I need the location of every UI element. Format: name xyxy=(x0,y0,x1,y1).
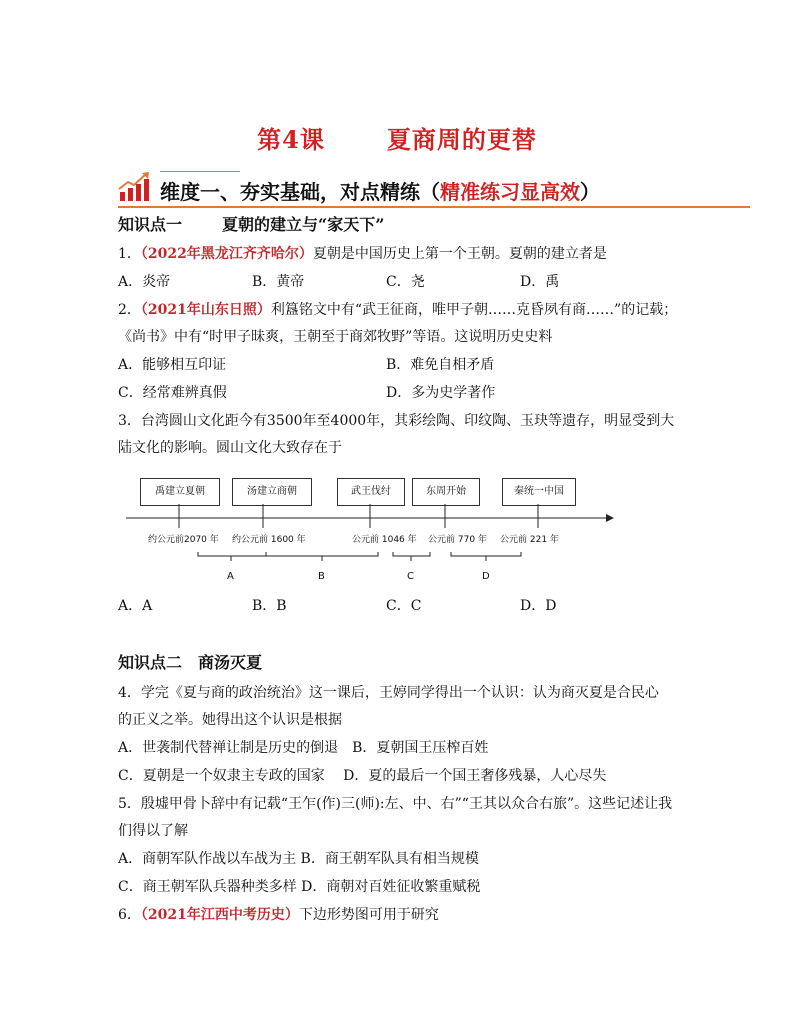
q2-option-a: A．能够相互印证 xyxy=(118,357,227,373)
header-underline xyxy=(118,206,750,208)
q4-options-cd: C．夏朝是一个奴隶主专政的国家 D．夏的最后一个国王奢侈残暴，人心尽失 xyxy=(118,768,607,784)
q3-option-d: D．D xyxy=(520,598,557,614)
dimension-title-main: 维度一、夯实基础，对点精练（ xyxy=(160,180,440,204)
question-6 xyxy=(118,904,439,924)
timeline-date-3: 公元前 1046 年 xyxy=(352,535,417,545)
q3-option-b: B．B xyxy=(252,598,287,614)
lesson-name: 夏商周的更替 xyxy=(386,125,537,154)
kp1-name: 夏朝的建立与“家天下” xyxy=(222,215,385,234)
q1-option-c: C．尧 xyxy=(386,274,425,290)
dimension-title-end: ） xyxy=(580,180,600,204)
timeline-box-dongzhou: 东周开始 xyxy=(412,478,480,506)
timeline-letter-c: C xyxy=(407,571,414,582)
q1-option-d: D．禹 xyxy=(520,274,560,290)
question-1 xyxy=(118,243,607,263)
lesson-number: 第4课 xyxy=(257,125,325,154)
q2-line1: 利簋铭文中有“武王征商，唯甲子朝……克昏夙有商……”的记载； xyxy=(270,302,678,318)
header-accent-line xyxy=(160,171,240,172)
q2-line2: 《尚书》中有“时甲子昧爽，王朝至于商郊牧野”等语。这说明历史史料 xyxy=(118,329,553,345)
timeline-box-xia: 禹建立夏朝 xyxy=(140,478,220,506)
question-2 xyxy=(118,299,677,319)
timeline-date-4: 公元前 770 年 xyxy=(428,535,487,545)
timeline-letter-b: B xyxy=(318,571,325,582)
q5-options-cd: C．商王朝军队兵器种类多样 D．商朝对百姓征收繁重赋税 xyxy=(118,879,481,895)
q3-option-c: C．C xyxy=(386,598,422,614)
dimension-title xyxy=(160,176,600,205)
knowledge-point-1 xyxy=(118,212,384,235)
question-4: 4．学完《夏与商的政治统治》这一课后，王婷同学得出一个认识：认为商灭夏是合民心 xyxy=(118,685,659,701)
q2-option-d: D．多为史学著作 xyxy=(386,385,496,401)
q6-text: 下边形势图可用于研究 xyxy=(298,907,439,923)
q1-source: （2022年黑龙江齐齐哈尔） xyxy=(140,246,313,262)
q2-number: 2． xyxy=(118,302,141,318)
q6-source: （2021年江西中考历史） xyxy=(140,907,299,923)
question-3: 3．台湾圆山文化距今有3500年至4000年，其彩绘陶、印纹陶、玉玦等遗存，明显受到大 xyxy=(118,413,675,429)
q4-line2: 的正义之举。她得出这个认识是根据 xyxy=(118,712,342,728)
q2-option-c: C．经常难辨真假 xyxy=(118,385,227,401)
question-5: 5．殷墟甲骨卜辞中有记载“王乍(作)三(师):左、中、右”“王其以众合右旅”。这些记述让我 xyxy=(118,796,673,812)
q5-line2: 们得以了解 xyxy=(118,823,188,839)
q2-option-b: B．难免自相矛盾 xyxy=(386,357,495,373)
rising-chart-icon xyxy=(118,172,152,202)
dimension-title-highlight: 精准练习显高效 xyxy=(440,180,580,204)
q5-options-ab: A．商朝军队作战以车战为主 B．商王朝军队具有相当规模 xyxy=(118,851,479,867)
q2-source: （2021年山东日照） xyxy=(140,302,271,318)
q6-number: 6． xyxy=(118,907,141,923)
timeline-letter-a: A xyxy=(227,571,234,582)
kp2-label: 知识点二 xyxy=(118,653,183,672)
timeline-axis xyxy=(118,470,618,590)
q3-option-a: A．A xyxy=(118,598,153,614)
kp1-label: 知识点一 xyxy=(118,215,183,234)
timeline-box-shang: 汤建立商朝 xyxy=(232,478,312,506)
kp2-name: 商汤灭夏 xyxy=(198,653,263,672)
q3-line2: 陆文化的影响。圆山文化大致存在于 xyxy=(118,440,342,456)
q1-text: 夏朝是中国历史上第一个王朝。夏朝的建立者是 xyxy=(312,246,607,262)
timeline-date-5: 公元前 221 年 xyxy=(500,535,559,545)
q4-options-ab: A．世袭制代替禅让制是历史的倒退 B．夏朝国王压榨百姓 xyxy=(118,740,489,756)
timeline-letter-d: D xyxy=(482,571,490,582)
timeline-box-wuwang: 武王伐纣 xyxy=(337,478,405,506)
timeline-date-1: 约公元前2070 年 xyxy=(148,535,219,545)
q1-option-a: A．炎帝 xyxy=(118,274,171,290)
page-title xyxy=(0,120,794,155)
knowledge-point-2 xyxy=(118,650,262,673)
timeline-date-2: 约公元前 1600 年 xyxy=(232,535,306,545)
timeline-box-qin: 秦统一中国 xyxy=(502,478,576,506)
q1-number: 1． xyxy=(118,246,141,262)
q1-option-b: B．黄帝 xyxy=(252,274,305,290)
